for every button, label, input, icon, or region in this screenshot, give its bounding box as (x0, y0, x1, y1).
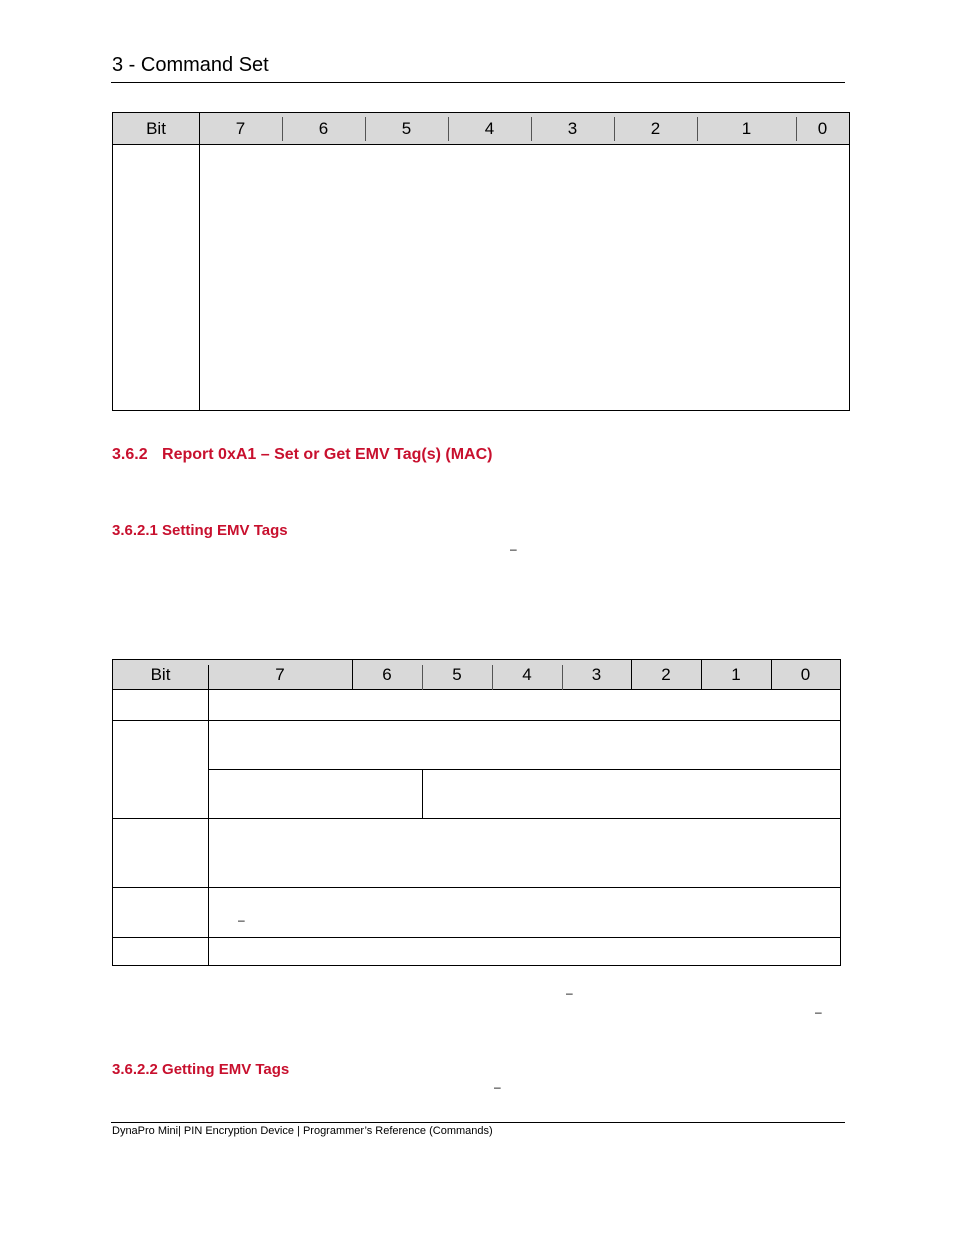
bit-table-2-col-2: 2 (661, 664, 671, 684)
bit-table-2-col-3: 3 (591, 664, 602, 684)
section-number-3-6-2-1: 3.6.2.1 (112, 522, 158, 539)
section-heading-3-6-2-2 (112, 1061, 289, 1078)
bit-table-2-col-0: 0 (800, 664, 811, 684)
bit-table-2-header-row (113, 660, 840, 690)
bit-table-1-col-7: 7 (235, 118, 246, 138)
header-rule (111, 82, 845, 83)
section-heading-3-6-2 (112, 446, 492, 464)
dash-mark-5: – (494, 1080, 501, 1094)
bit-table-1-col-5: 5 (401, 118, 412, 138)
bit-table-1-bit-label: Bit (146, 118, 166, 138)
bit-table-1-col-4: 4 (484, 118, 495, 138)
bit-table-1-col-1: 1 (741, 118, 752, 138)
bit-table-1-col-6: 6 (318, 118, 329, 138)
section-number-3-6-2: 3.6.2 (112, 446, 148, 463)
bit-table-2 (112, 659, 841, 966)
bit-table-1-col-0: 0 (817, 118, 828, 138)
bit-table-1-row-divider (199, 145, 200, 410)
dash-mark-3: – (566, 986, 573, 1000)
bit-table-2-col-4: 4 (522, 664, 532, 684)
bit-table-1-col-2: 2 (650, 118, 661, 138)
bit-table-2-col-7: 7 (275, 664, 285, 684)
bit-table-2-col-6: 6 (382, 664, 392, 684)
section-title-3-6-2-1: Setting EMV Tags (162, 522, 288, 539)
section-title-3-6-2-2: Getting EMV Tags (162, 1061, 290, 1078)
bit-table-2-col-1: 1 (731, 664, 741, 684)
bit-table-1 (112, 112, 850, 411)
bit-table-1-col-3: 3 (567, 118, 578, 138)
dash-mark-4: – (815, 1005, 822, 1019)
page-footer: DynaPro Mini| PIN Encryption Device | Programmer’s Reference (Commands) (112, 1125, 493, 1137)
page-header-title: 3 - Command Set (112, 54, 269, 76)
bit-table-2-bit-label: Bit (150, 664, 171, 684)
bit-table-2-col-5: 5 (452, 664, 462, 684)
section-number-3-6-2-2: 3.6.2.2 (112, 1061, 158, 1078)
bit-table-1-header-row (113, 113, 849, 145)
section-heading-3-6-2-1 (112, 522, 288, 539)
dash-mark-1: – (510, 542, 517, 556)
footer-rule (111, 1122, 845, 1123)
dash-mark-2: – (238, 913, 245, 927)
section-title-3-6-2: Report 0xA1 – Set or Get EMV Tag(s) (MAC) (162, 446, 493, 463)
